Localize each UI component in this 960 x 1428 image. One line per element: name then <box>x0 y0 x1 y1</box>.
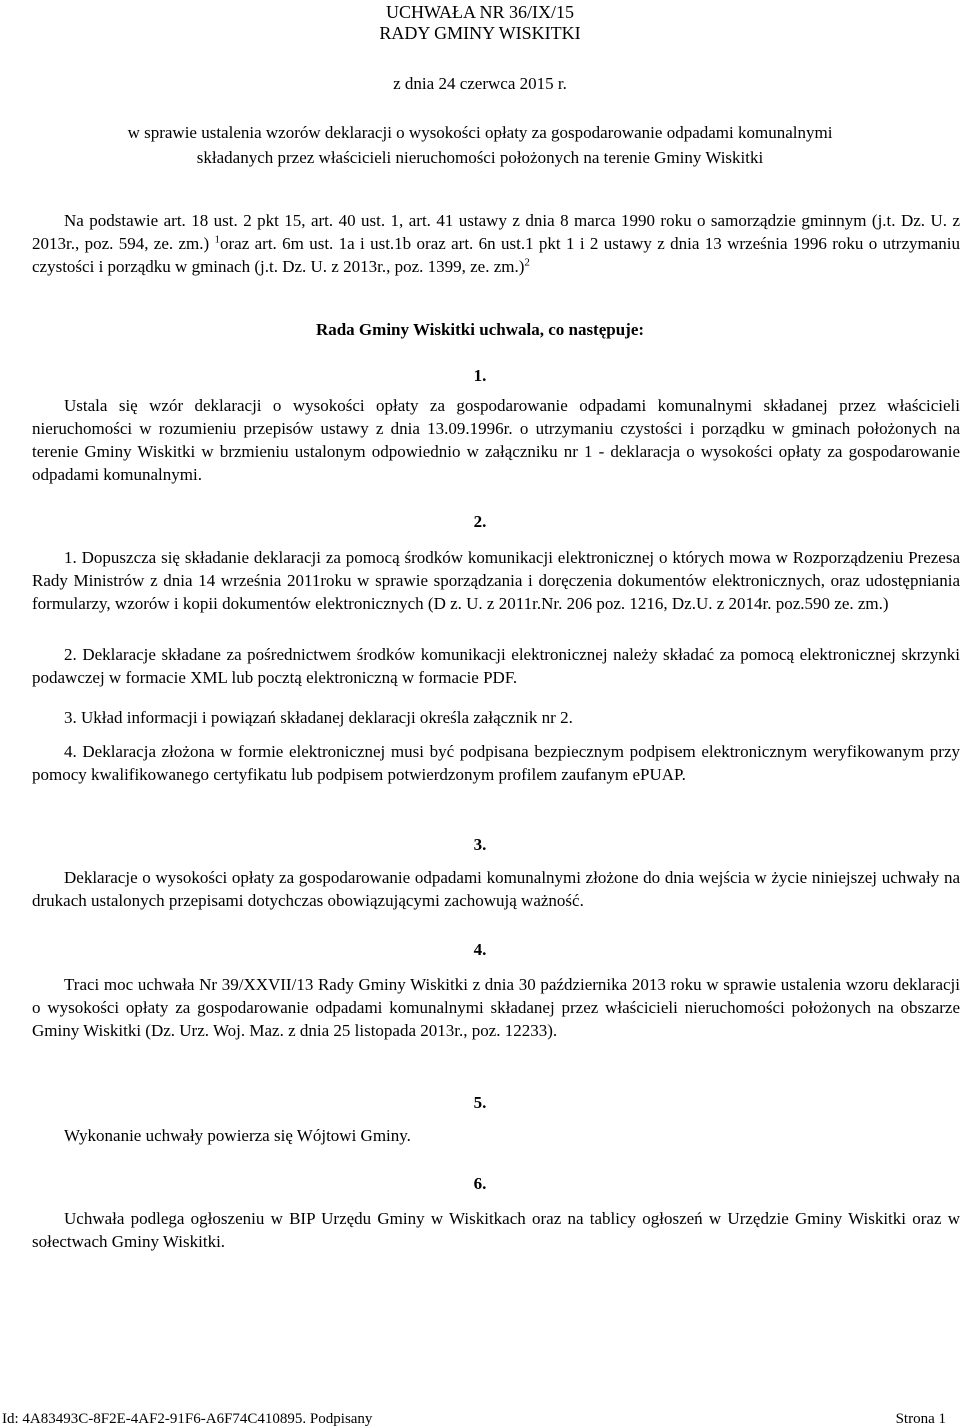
council-name: RADY GMINY WISKITKI <box>379 23 581 43</box>
section-4-number: 4. <box>473 940 487 959</box>
section-6-number: 6. <box>473 1174 487 1193</box>
section-2-point-2: 2. Deklaracje składane za pośrednictwem środków komunikacji elektronicznej należy składać za pomocą elektronicznej skrzynki podawczej w formacie XML lub pocztą elektroniczną w formacie PDF. <box>32 645 960 687</box>
resolution-subject-line2: składanych przez właścicieli nieruchomości położonych na terenie Gminy Wiskitki <box>196 148 764 167</box>
section-6-text: Uchwała podlega ogłoszeniu w BIP Urzędu Gminy w Wiskitkach oraz na tablicy ogłoszeń w Urzędzie Gminy Wiskitki oraz w sołectwach Gminy Wiskitki. <box>32 1209 960 1251</box>
section-2-point-1: 1. Dopuszcza się składanie deklaracji za pomocą środków komunikacji elektronicznej o których mowa w Rozporządzeniu Prezesa Rady Ministrów z dnia 14 września 2011roku w sprawie sporządzania i doręczenia dokumentów elektronicznych, oraz udostępniania formularzy, wzorów i kopii dokumentów elektronicznych (D z. U. z 2011r.Nr. 206 poz. 1216, Dz.U. z 2014r. poz.590 ze. zm.) <box>32 548 960 613</box>
section-3-text: Deklaracje o wysokości opłaty za gospodarowanie odpadami komunalnymi złożone do dnia wejścia w życie niniejszej uchwały na drukach ustalonych przepisami dotychczas obowiązującymi zachowują ważność. <box>32 868 960 910</box>
section-1-text: Ustala się wzór deklaracji o wysokości opłaty za gospodarowanie odpadami komunalnymi składanej przez właścicieli nieruchomości w rozumieniu przepisów ustawy z dnia 13.09.1996r. o utrzymaniu czystości i porządku w gminach położonych na terenie Gminy Wiskitki w brzmieniu ustalonym odpowiednio w załączniku nr 1 - deklaracja o wysokości opłaty za gospodarowanie odpadami komunalnymi. <box>32 396 960 484</box>
footnote-1: 1 <box>214 233 221 246</box>
section-2-point-3: 3. Układ informacji i powiązań składanej deklaracji określa załącznik nr 2. <box>64 708 573 727</box>
footnote-2: 2 <box>524 256 530 269</box>
resolution-date: z dnia 24 czerwca 2015 r. <box>393 74 567 93</box>
legal-basis-part1: Na podstawie art. 18 ust. 2 pkt 15, art. 40 ust. 1, art. 41 ustawy z dnia 8 marca 1990 roku o samorządzie gminnym (j.t. Dz. U. z 2013r., poz. 594, ze. zm.) <box>32 211 960 253</box>
section-5-text: Wykonanie uchwały powierza się Wójtowi Gminy. <box>64 1126 411 1145</box>
document-id: Id: 4A83493C-8F2E-4AF2-91F6-A6F74C410895. Podpisany <box>2 1411 373 1427</box>
section-4-text: Traci moc uchwała Nr 39/XXVII/13 Rady Gminy Wiskitki z dnia 30 października 2013 roku w sprawie ustalenia wzoru deklaracji o wysokości opłaty za gospodarowanie odpadami komunalnymi składanej przez właścicieli nieruchomości położonych na obszarze Gminy Wiskitki (Dz. Urz. Woj. Maz. z dnia 25 listopada 2013r., poz. 12233). <box>32 975 960 1040</box>
resolution-number: UCHWAŁA NR 36/IX/15 <box>386 2 574 22</box>
section-5-number: 5. <box>473 1093 487 1112</box>
resolves-heading: Rada Gminy Wiskitki uchwala, co następuje: <box>315 320 645 339</box>
legal-basis-part2: oraz art. 6m ust. 1a i ust.1b oraz art. 6n ust.1 pkt 1 i 2 ustawy z dnia 13 września 1996 roku o utrzymaniu czystości i porządku w gminach (j.t. Dz. U. z 2013r., poz. 1399, ze. zm.) <box>32 234 960 276</box>
resolution-subject-line1: w sprawie ustalenia wzorów deklaracji o wysokości opłaty za gospodarowanie odpadami komunalnymi <box>127 123 833 142</box>
legal-basis-paragraph <box>32 209 960 278</box>
section-2-number: 2. <box>473 512 487 531</box>
page-number: Strona 1 <box>895 1411 946 1427</box>
section-1-number: 1. <box>473 366 487 385</box>
section-3-number: 3. <box>473 835 487 854</box>
section-2-point-4: 4. Deklaracja złożona w formie elektronicznej musi być podpisana bezpiecznym podpisem elektronicznym weryfikowanym przy pomocy kwalifikowanego certyfikatu lub podpisem potwierdzonym profilem zaufanym ePUAP. <box>32 742 960 784</box>
